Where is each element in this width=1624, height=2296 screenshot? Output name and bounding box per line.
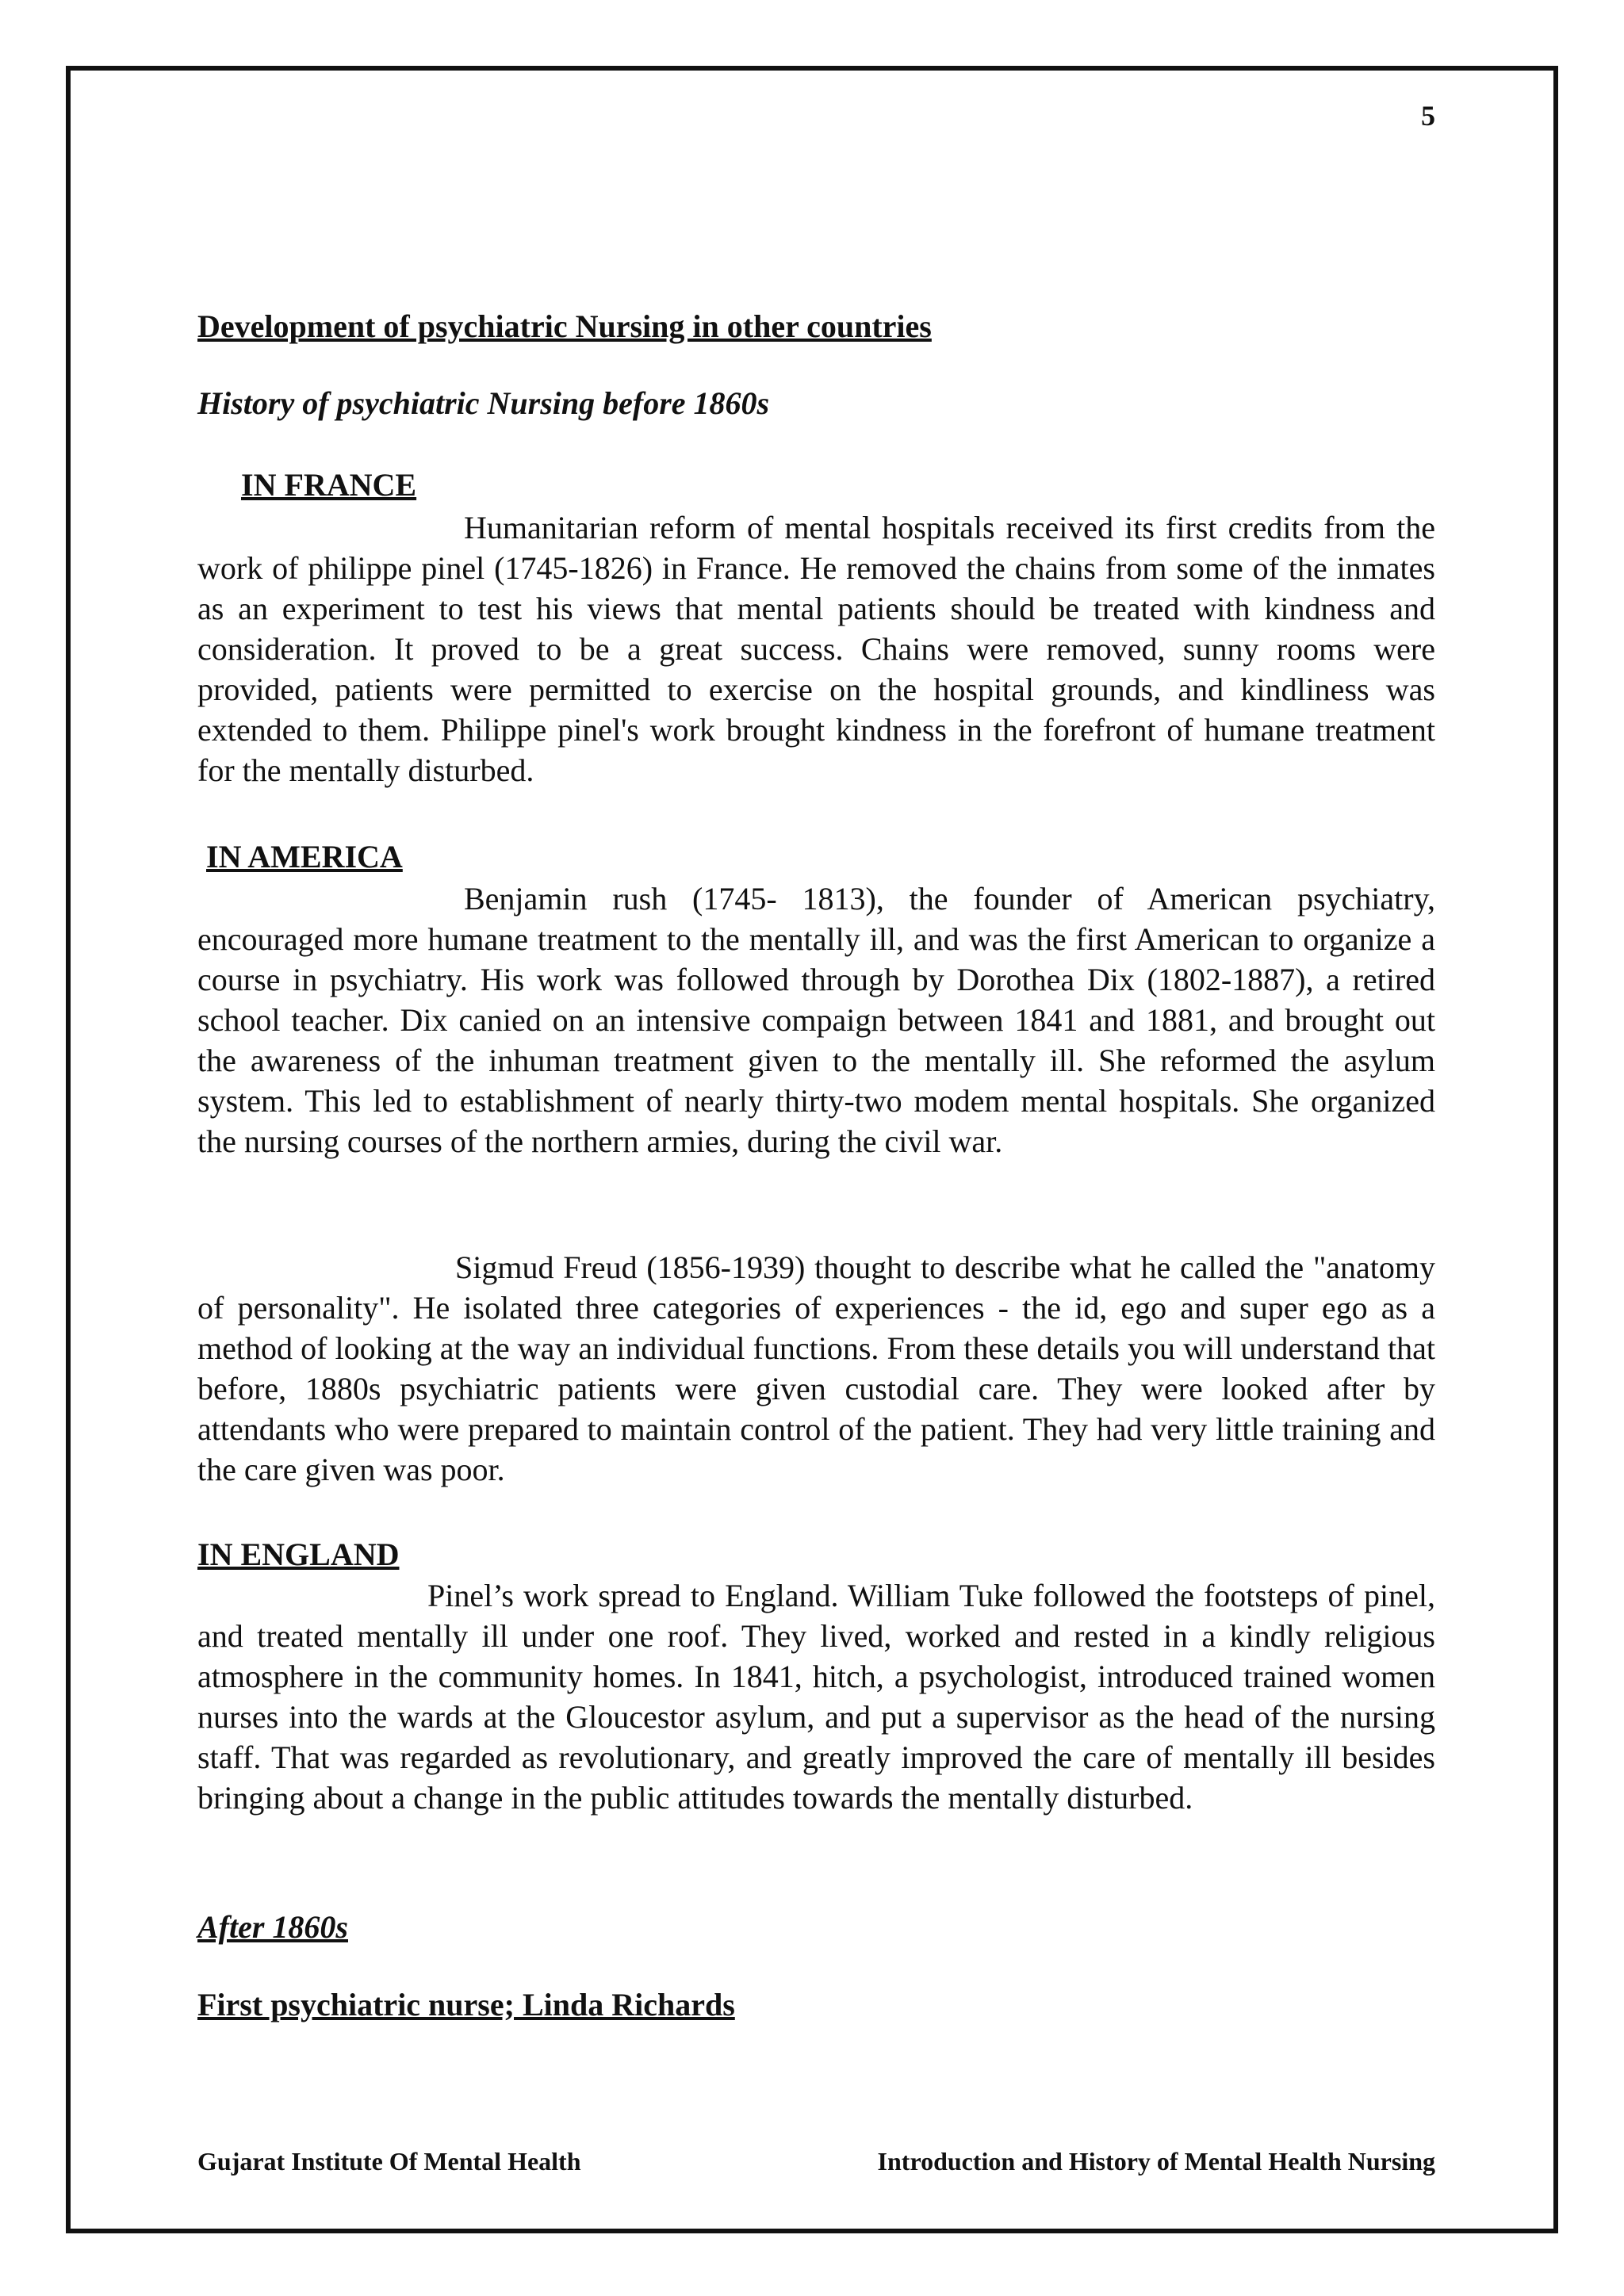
paragraph-america-1: Benjamin rush (1745- 1813), the founder of American psychiatry, encouraged more humane treatment to the mentally ill, and was the first American to organize a course in psychiatry. His work was followed through by Dorothea Dix (1802-1887), a retired school teacher. Dix canied on an intensive compaign between 1841 and 1881, and brought out the awareness of the inhuman treatment given to the mentally ill. She reformed the asylum system. This led to establishment of nearly thirty-two modem mental hospitals. She organized the nursing courses of the northern armies, during the civil war. bbox=[197, 881, 1435, 1159]
after-1860s-heading: After 1860s bbox=[197, 1909, 348, 1945]
section-title-england: IN ENGLAND bbox=[197, 1536, 400, 1572]
section-title-france: IN FRANCE bbox=[241, 467, 417, 503]
footer-left: Gujarat Institute Of Mental Health bbox=[197, 2147, 581, 2175]
section-subheading: History of psychiatric Nursing before 1860s bbox=[197, 385, 770, 421]
paragraph-england: Pinel’s work spread to England. William Tuke followed the footsteps of pinel, and treated mentally ill under one roof. They lived, worked and rested in a kindly religious atmosphere in the community homes. In 1841, hitch, a psychologist, introduced trained women nurses into the wards at the Gloucestor asylum, and put a supervisor as the head of the nursing staff. That was regarded as revolutionary, and greatly improved the care of mentally ill besides bringing about a change in the public attitudes towards the mentally disturbed. bbox=[197, 1578, 1435, 1816]
footer-right: Introduction and History of Mental Health Nursing bbox=[877, 2147, 1435, 2175]
page-number: 5 bbox=[1421, 100, 1435, 132]
paragraph-france: Humanitarian reform of mental hospitals received its first credits from the work of philippe pinel (1745-1826) in France. He removed the chains from some of the inmates as an experiment to test his views that mental patients should be treated with kindness and consideration. It proved to be a great success. Chains were removed, sunny rooms were provided, patients were permitted to exercise on the hospital grounds, and kindliness was extended to them. Philippe pinel's work brought kindness in the forefront of humane treatment for the mentally disturbed. bbox=[197, 510, 1435, 788]
page-heading: Development of psychiatric Nursing in other countries bbox=[197, 308, 932, 344]
first-nurse-heading: First psychiatric nurse; Linda Richards bbox=[197, 1987, 735, 2022]
section-title-america: IN AMERICA bbox=[206, 839, 403, 874]
paragraph-america-2: Sigmud Freud (1856-1939) thought to describe what he called the "anatomy of personality". He isolated three categories of experiences - the id, ego and super ego as a method of looking at the way an individual functions. From these details you will understand that before, 1880s psychiatric patients were given custodial care. They were looked after by attendants who were prepared to maintain control of the patient. They had very little training and the care given was poor. bbox=[197, 1249, 1435, 1487]
